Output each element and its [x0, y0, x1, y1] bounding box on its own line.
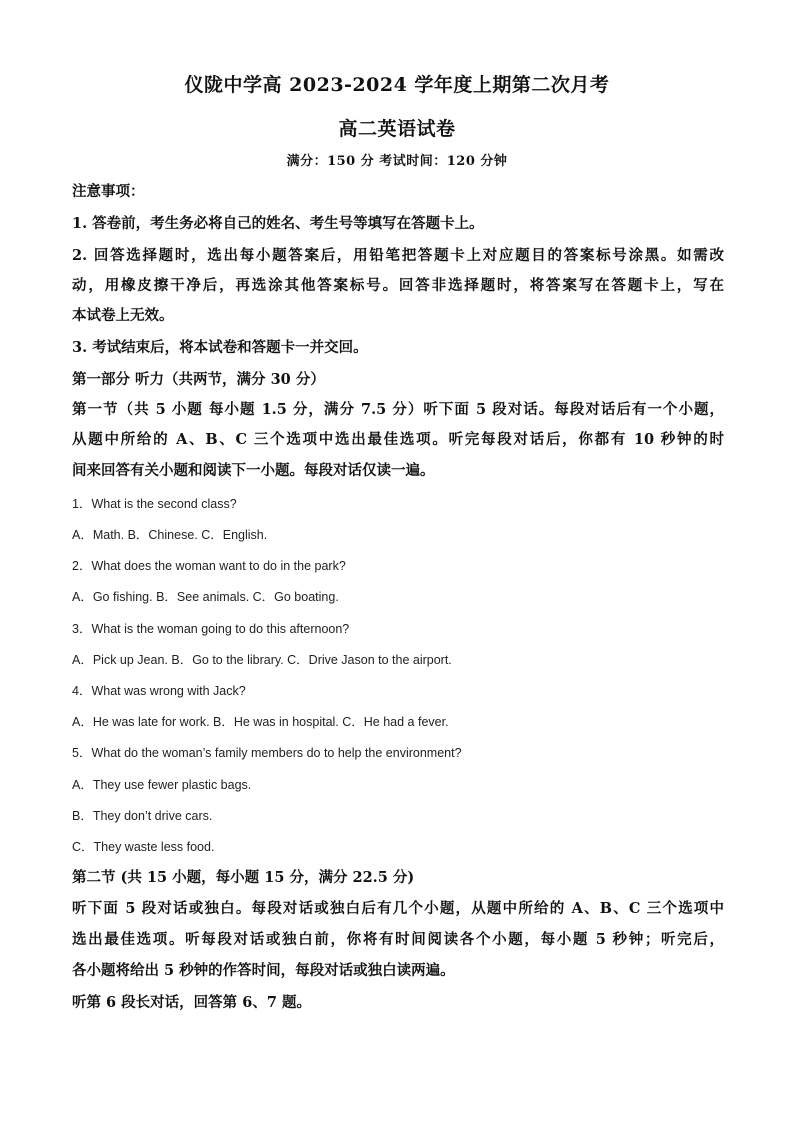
note-item-2-line-3: 本试卷上无效。 [72, 307, 174, 324]
part2-instructions-line-3: 各小题将给出 5 秒钟的作答时间，每段对话或独白读两遍。 [72, 962, 455, 979]
note-item-2-line-2: 动，用橡皮擦干净后，再选涂其他答案标号。回答非选择题时，将答案写在答题卡上，写在 [72, 277, 724, 294]
note-item-3: 3. 考试结束后，将本试卷和答题卡一并交回。 [72, 339, 368, 356]
question-1: 1．What is the second class? [72, 497, 237, 511]
notes-heading: 注意事项： [72, 183, 145, 200]
part2-heading: 第二节 (共 15 小题，每小题 15 分，满分 22.5 分) [72, 869, 415, 886]
part2-instructions-line-2: 选出最佳选项。听每段对话或独白前，你将有时间阅读各个小题，每小题 5 秒钟；听完后， [72, 931, 724, 948]
question-4-options: A．He was late for work. B．He was in hospital. C．He had a fever. [72, 715, 449, 729]
question-5-option-a: A．They use fewer plastic bags. [72, 778, 252, 792]
part2-instructions-line-1: 听下面 5 段对话或独白。每段对话或独白后有几个小题，从题中所给的 A、B、C 三个选项中 [72, 900, 724, 917]
question-5-option-b: B．They don’t drive cars. [72, 809, 213, 823]
question-1-options: A．Math. B．Chinese. C．English. [72, 528, 268, 542]
question-4: 4．What was wrong with Jack? [72, 684, 246, 698]
exam-subtitle: 高二英语试卷 [338, 118, 456, 140]
part1-section1-line-3: 间来回答有关小题和阅读下一小题。每段对话仅读一遍。 [72, 462, 435, 479]
question-2-options: A．Go fishing. B．See animals. C．Go boating. [72, 590, 339, 604]
question-3: 3．What is the woman going to do this afternoon? [72, 622, 350, 636]
question-2: 2．What does the woman want to do in the park? [72, 559, 346, 573]
note-item-1: 1. 答卷前，考生务必将自己的姓名、考生号等填写在答题卡上。 [72, 215, 484, 232]
part1-section1-line-2: 从题中所给的 A、B、C 三个选项中选出最佳选项。听完每段对话后，你都有 10 秒钟的时 [72, 431, 724, 448]
exam-title: 仪陇中学高 2023-2024 学年度上期第二次月考 [184, 74, 610, 96]
part2-dialogue-6-prompt: 听第 6 段长对话，回答第 6、7 题。 [72, 994, 311, 1011]
question-5-option-c: C．They waste less food. [72, 840, 215, 854]
part1-section1-line-1: 第一节（共 5 小题 每小题 1.5 分，满分 7.5 分）听下面 5 段对话。每段对话后有一个小题， [72, 401, 724, 418]
part1-heading: 第一部分 听力（共两节，满分 30 分） [72, 371, 325, 388]
note-item-2-line-1: 2. 回答选择题时，选出每小题答案后，用铅笔把答题卡上对应题目的答案标号涂黑。如需改 [72, 247, 724, 264]
exam-info: 满分：150 分 考试时间：120 分钟 [286, 154, 508, 169]
question-5: 5．What do the woman’s family members do to help the environment? [72, 746, 462, 760]
question-3-options: A．Pick up Jean. B．Go to the library. C．Drive Jason to the airport. [72, 653, 452, 667]
